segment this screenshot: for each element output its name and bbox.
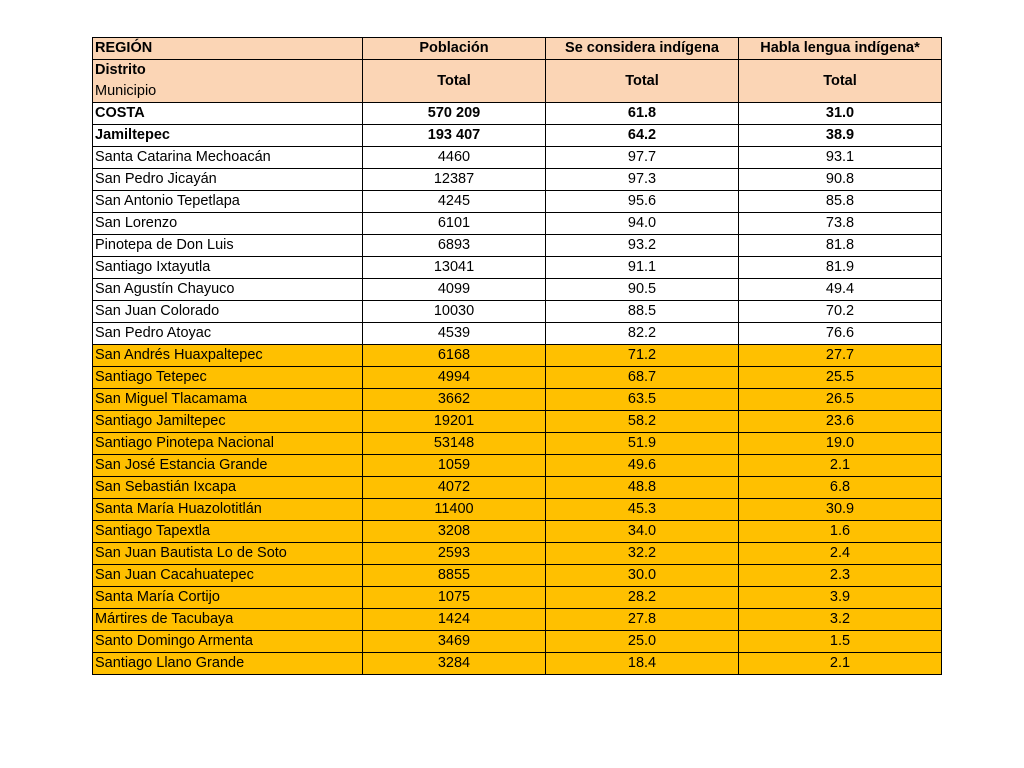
municipio-name-cell: San Juan Cacahuatepec — [93, 565, 363, 587]
table-row — [93, 609, 942, 631]
habla-lengua-cell: 30.9 — [739, 499, 942, 521]
header-habla-lengua: Habla lengua indígena* — [739, 38, 942, 60]
table-row — [93, 565, 942, 587]
se-considera-cell: 32.2 — [546, 543, 739, 565]
se-considera-cell: 94.0 — [546, 213, 739, 235]
table-row — [93, 191, 942, 213]
table-row — [93, 323, 942, 345]
se-considera-cell: 95.6 — [546, 191, 739, 213]
table-row — [93, 147, 942, 169]
poblacion-cell: 13041 — [363, 257, 546, 279]
table-row — [93, 235, 942, 257]
poblacion-cell: 3662 — [363, 389, 546, 411]
municipio-name-cell: San Lorenzo — [93, 213, 363, 235]
se-considera-cell: 30.0 — [546, 565, 739, 587]
table-row — [93, 367, 942, 389]
habla-lengua-cell: 2.4 — [739, 543, 942, 565]
municipio-name-cell: COSTA — [93, 103, 363, 125]
header-distrito: Distrito — [95, 62, 146, 78]
habla-lengua-cell: 23.6 — [739, 411, 942, 433]
poblacion-cell: 1075 — [363, 587, 546, 609]
header-poblacion: Población — [363, 38, 546, 60]
poblacion-cell: 3208 — [363, 521, 546, 543]
poblacion-cell: 19201 — [363, 411, 546, 433]
table-row — [93, 477, 942, 499]
table-row — [93, 499, 942, 521]
se-considera-cell: 88.5 — [546, 301, 739, 323]
habla-lengua-cell: 6.8 — [739, 477, 942, 499]
habla-lengua-cell: 27.7 — [739, 345, 942, 367]
poblacion-cell: 570 209 — [363, 103, 546, 125]
header-municipio: Municipio — [95, 83, 157, 99]
habla-lengua-cell: 19.0 — [739, 433, 942, 455]
se-considera-cell: 82.2 — [546, 323, 739, 345]
header-total-habla: Total — [739, 60, 942, 103]
population-table — [92, 37, 942, 675]
se-considera-cell: 45.3 — [546, 499, 739, 521]
municipio-name-cell: San Sebastián Ixcapa — [93, 477, 363, 499]
poblacion-cell: 4460 — [363, 147, 546, 169]
poblacion-cell: 53148 — [363, 433, 546, 455]
habla-lengua-cell: 49.4 — [739, 279, 942, 301]
municipio-name-cell: Santiago Llano Grande — [93, 653, 363, 675]
se-considera-cell: 91.1 — [546, 257, 739, 279]
table-row — [93, 345, 942, 367]
poblacion-cell: 4994 — [363, 367, 546, 389]
se-considera-cell: 97.3 — [546, 169, 739, 191]
se-considera-cell: 63.5 — [546, 389, 739, 411]
habla-lengua-cell: 70.2 — [739, 301, 942, 323]
habla-lengua-cell: 2.1 — [739, 455, 942, 477]
header-row-1 — [93, 38, 942, 60]
table-row — [93, 411, 942, 433]
poblacion-cell: 12387 — [363, 169, 546, 191]
header-region: REGIÓN — [93, 38, 363, 60]
municipio-name-cell: Santo Domingo Armenta — [93, 631, 363, 653]
habla-lengua-cell: 25.5 — [739, 367, 942, 389]
habla-lengua-cell: 26.5 — [739, 389, 942, 411]
municipio-name-cell: San Pedro Jicayán — [93, 169, 363, 191]
table-row — [93, 103, 942, 125]
table-row — [93, 125, 942, 147]
municipio-name-cell: Santiago Tetepec — [93, 367, 363, 389]
se-considera-cell: 90.5 — [546, 279, 739, 301]
habla-lengua-cell: 3.2 — [739, 609, 942, 631]
municipio-name-cell: Santa Catarina Mechoacán — [93, 147, 363, 169]
municipio-name-cell: Santa María Cortijo — [93, 587, 363, 609]
se-considera-cell: 97.7 — [546, 147, 739, 169]
habla-lengua-cell: 2.1 — [739, 653, 942, 675]
poblacion-cell: 3469 — [363, 631, 546, 653]
se-considera-cell: 71.2 — [546, 345, 739, 367]
municipio-name-cell: Santiago Tapextla — [93, 521, 363, 543]
header-total-poblacion: Total — [363, 60, 546, 103]
table-row — [93, 631, 942, 653]
habla-lengua-cell: 73.8 — [739, 213, 942, 235]
table-row — [93, 587, 942, 609]
se-considera-cell: 28.2 — [546, 587, 739, 609]
se-considera-cell: 58.2 — [546, 411, 739, 433]
municipio-name-cell: Santiago Pinotepa Nacional — [93, 433, 363, 455]
habla-lengua-cell: 31.0 — [739, 103, 942, 125]
table-row — [93, 301, 942, 323]
municipio-name-cell: Mártires de Tacubaya — [93, 609, 363, 631]
municipio-name-cell: Jamiltepec — [93, 125, 363, 147]
habla-lengua-cell: 1.6 — [739, 521, 942, 543]
habla-lengua-cell: 81.8 — [739, 235, 942, 257]
municipio-name-cell: San Juan Colorado — [93, 301, 363, 323]
header-total-se-considera: Total — [546, 60, 739, 103]
poblacion-cell: 6893 — [363, 235, 546, 257]
poblacion-cell: 8855 — [363, 565, 546, 587]
municipio-name-cell: Santiago Ixtayutla — [93, 257, 363, 279]
poblacion-cell: 6168 — [363, 345, 546, 367]
table-row — [93, 653, 942, 675]
table-body — [93, 38, 942, 675]
se-considera-cell: 25.0 — [546, 631, 739, 653]
poblacion-cell: 3284 — [363, 653, 546, 675]
table-row — [93, 433, 942, 455]
municipio-name-cell: Pinotepa de Don Luis — [93, 235, 363, 257]
poblacion-cell: 10030 — [363, 301, 546, 323]
table-row — [93, 213, 942, 235]
poblacion-cell: 4539 — [363, 323, 546, 345]
header-se-considera: Se considera indígena — [546, 38, 739, 60]
municipio-name-cell: San Miguel Tlacamama — [93, 389, 363, 411]
habla-lengua-cell: 2.3 — [739, 565, 942, 587]
table-row — [93, 169, 942, 191]
se-considera-cell: 64.2 — [546, 125, 739, 147]
municipio-name-cell: San Juan Bautista Lo de Soto — [93, 543, 363, 565]
se-considera-cell: 49.6 — [546, 455, 739, 477]
municipio-name-cell: Santa María Huazolotitlán — [93, 499, 363, 521]
se-considera-cell: 34.0 — [546, 521, 739, 543]
se-considera-cell: 61.8 — [546, 103, 739, 125]
habla-lengua-cell: 3.9 — [739, 587, 942, 609]
table-row — [93, 543, 942, 565]
poblacion-cell: 1059 — [363, 455, 546, 477]
municipio-name-cell: San Agustín Chayuco — [93, 279, 363, 301]
municipio-name-cell: San Pedro Atoyac — [93, 323, 363, 345]
habla-lengua-cell: 1.5 — [739, 631, 942, 653]
table-row — [93, 279, 942, 301]
se-considera-cell: 18.4 — [546, 653, 739, 675]
municipio-name-cell: San Antonio Tepetlapa — [93, 191, 363, 213]
habla-lengua-cell: 90.8 — [739, 169, 942, 191]
poblacion-cell: 11400 — [363, 499, 546, 521]
habla-lengua-cell: 81.9 — [739, 257, 942, 279]
se-considera-cell: 68.7 — [546, 367, 739, 389]
table-row — [93, 455, 942, 477]
se-considera-cell: 51.9 — [546, 433, 739, 455]
se-considera-cell: 93.2 — [546, 235, 739, 257]
table-row — [93, 257, 942, 279]
municipio-name-cell: San Andrés Huaxpaltepec — [93, 345, 363, 367]
se-considera-cell: 27.8 — [546, 609, 739, 631]
header-distrito-municipio — [93, 60, 363, 103]
poblacion-cell: 4245 — [363, 191, 546, 213]
habla-lengua-cell: 76.6 — [739, 323, 942, 345]
municipio-name-cell: Santiago Jamiltepec — [93, 411, 363, 433]
poblacion-cell: 2593 — [363, 543, 546, 565]
poblacion-cell: 193 407 — [363, 125, 546, 147]
habla-lengua-cell: 93.1 — [739, 147, 942, 169]
municipio-name-cell: San José Estancia Grande — [93, 455, 363, 477]
habla-lengua-cell: 38.9 — [739, 125, 942, 147]
poblacion-cell: 4099 — [363, 279, 546, 301]
se-considera-cell: 48.8 — [546, 477, 739, 499]
table-row — [93, 521, 942, 543]
poblacion-cell: 1424 — [363, 609, 546, 631]
poblacion-cell: 4072 — [363, 477, 546, 499]
table-row — [93, 389, 942, 411]
poblacion-cell: 6101 — [363, 213, 546, 235]
habla-lengua-cell: 85.8 — [739, 191, 942, 213]
